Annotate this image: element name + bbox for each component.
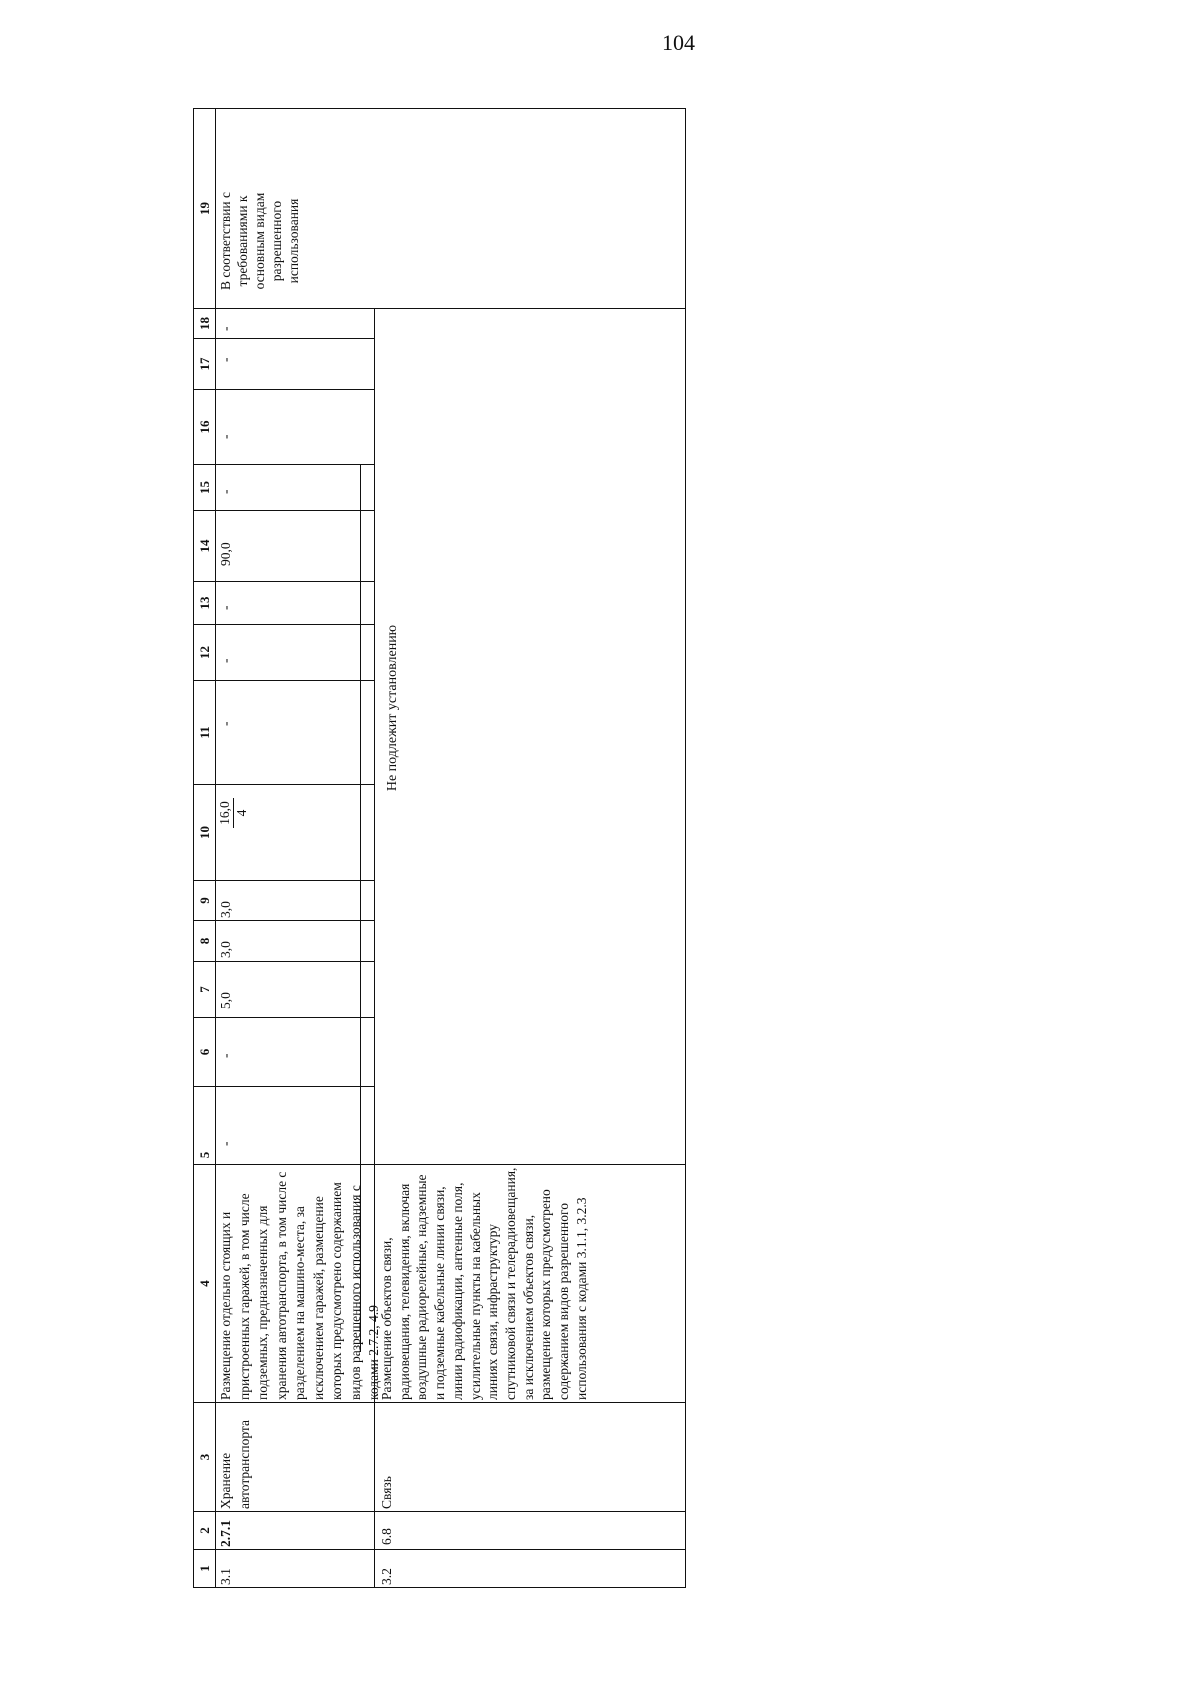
page-number: 104 [662, 30, 695, 55]
row2-use-type: Связь [379, 1476, 394, 1509]
row1-col10-numerator: 16,0 [217, 798, 234, 828]
row1-col18: - [218, 326, 233, 331]
col-sep-17-18 [193, 338, 375, 339]
col-sep-16-17 [193, 389, 375, 390]
header-col-6: 6 [197, 1048, 212, 1056]
row1-number: 3.1 [218, 1568, 233, 1585]
header-col-9: 9 [197, 897, 212, 904]
header-separator [215, 108, 216, 1588]
col-sep-1-2 [193, 1549, 686, 1550]
row2-code: 6.8 [379, 1528, 394, 1545]
header-col-17: 17 [197, 357, 212, 371]
row1-col13: - [218, 605, 233, 610]
col-sep-15-16 [193, 464, 375, 465]
row1-col10-fraction [217, 798, 250, 828]
header-col-3: 3 [197, 1453, 212, 1461]
row2-merged-not-established: Не подлежит установлению [385, 624, 400, 792]
row1-col10-denominator: 4 [234, 809, 249, 817]
table-border-right [193, 108, 686, 109]
header-col-16: 16 [197, 420, 212, 434]
row1-code: 2.7.1 [218, 1520, 233, 1547]
col-sep-14-15 [193, 510, 375, 511]
row1-description: Размещение отдельно стоящих и пристроенных гаражей, в том числе подземных, предназначенных для хранения автотранспорта, в том числе с разделением на машино-места, за исключением гаражей, размещение которых предусмотрено содержанием видов разрешенного использования с кодами 2.7.2, 4.9 [218, 1171, 381, 1400]
row1-col6: - [218, 1053, 233, 1058]
header-col-18: 18 [197, 317, 212, 330]
row1-col8: 3,0 [218, 941, 233, 958]
col-sep-6-7 [193, 1017, 375, 1018]
row1-col14: 90,0 [218, 542, 233, 566]
col-sep-7-8 [193, 961, 375, 962]
header-col-2: 2 [197, 1527, 212, 1534]
header-col-12: 12 [197, 646, 212, 659]
col-sep-8-9 [193, 920, 375, 921]
row1-col16: - [218, 434, 233, 439]
col-sep-5-6 [193, 1086, 375, 1087]
row1-col17: - [218, 357, 233, 362]
row1-col5: - [218, 1141, 233, 1146]
row1-col7: 5,0 [218, 992, 233, 1009]
table-border-bottom [685, 108, 686, 1588]
header-col-1: 1 [197, 1565, 212, 1572]
header-col-11: 11 [197, 726, 212, 739]
row1-col9: 3,0 [218, 901, 233, 918]
header-col-14: 14 [197, 539, 212, 553]
col-sep-12-13 [193, 624, 375, 625]
row1-col11: - [218, 721, 233, 726]
header-col-8: 8 [197, 937, 212, 945]
header-col-10: 10 [197, 826, 212, 839]
col-sep-11-12 [193, 680, 375, 681]
col-sep-3-4 [193, 1402, 686, 1403]
header-col-15: 15 [197, 481, 212, 494]
row2-description: Размещение объектов связи, радиовещания, телевидения, включая воздушные радиорелейные, надземные и подземные кабельные линии связи, линии радиофикации, антенные поля, усилительные пункты на кабельных линиях связи, инфраструктуру спутниковой связи и телерадиовещания, за исключением объектов связи, размещение которых предусмотрено содержанием видов разрешенного использования с кодами 3.1.1, 3.2.3 [379, 1167, 589, 1400]
row2-number: 3.2 [379, 1568, 394, 1585]
col-sep-10-11 [193, 784, 375, 785]
header-col-5: 5 [197, 1151, 212, 1159]
col-sep-13-14 [193, 581, 375, 582]
row1-col15: - [218, 489, 233, 494]
row1-col12: - [218, 658, 233, 663]
table-border-left [193, 1587, 686, 1588]
header-col-4: 4 [197, 1280, 212, 1287]
col-sep-4-5 [193, 1164, 686, 1165]
regulations-table [193, 108, 686, 1588]
header-col-13: 13 [197, 596, 212, 610]
header-col-19: 19 [197, 202, 212, 215]
col-sep-18-19 [193, 308, 686, 309]
col-sep-2-3 [193, 1511, 686, 1512]
row1-use-type: Хранение автотранспорта [218, 1420, 252, 1509]
row1-col19-note: В соответствии с требованиями к основным видам разрешенного использования [218, 191, 301, 291]
col-sep-9-10 [193, 880, 375, 881]
header-col-7: 7 [197, 986, 212, 993]
